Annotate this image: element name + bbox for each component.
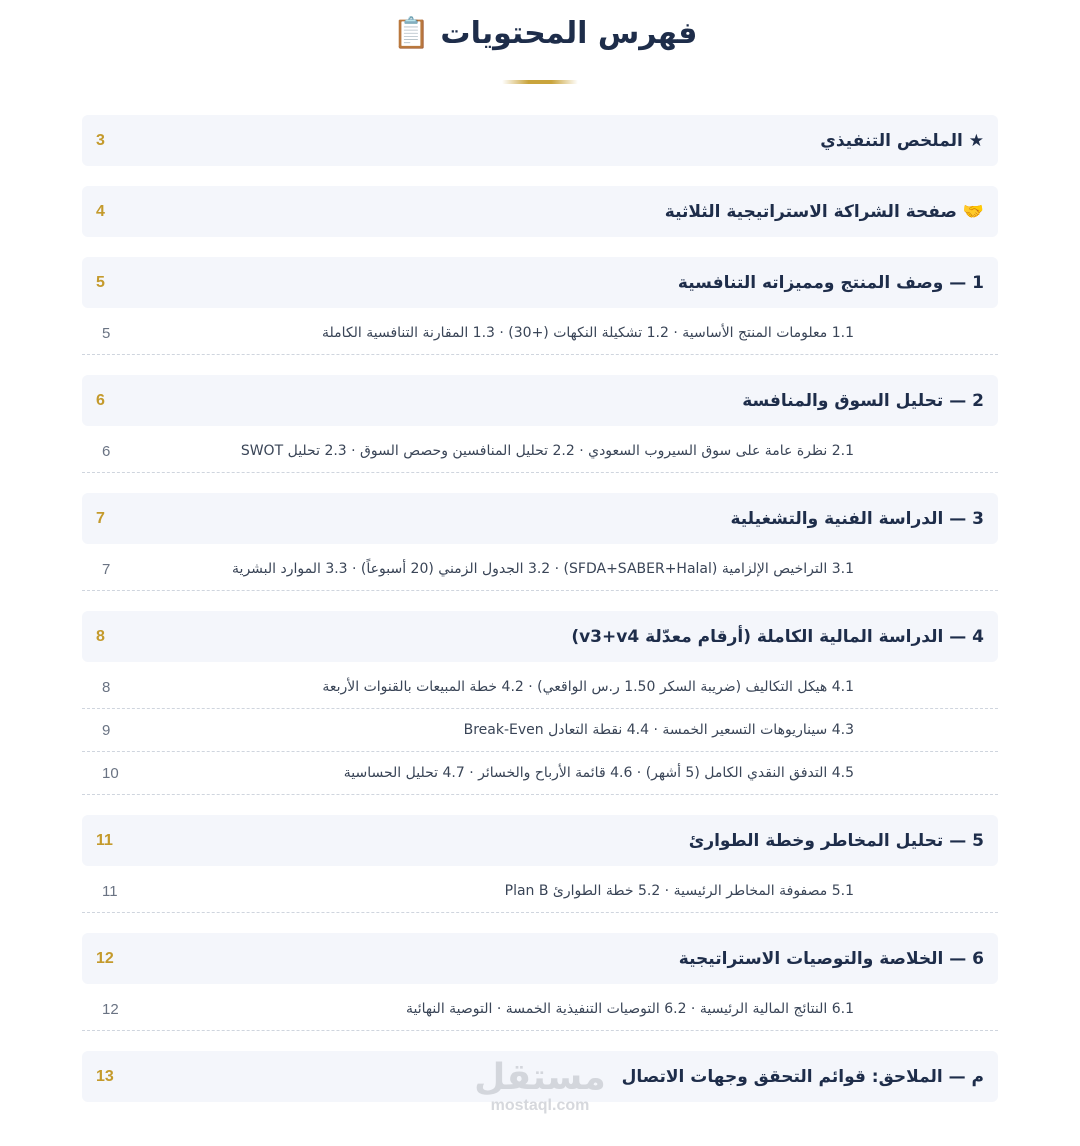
table-of-contents xyxy=(82,115,998,1102)
toc-chapter-title: 2 — تحليل السوق والمنافسة xyxy=(742,390,984,411)
toc-chapter-page-number: 4 xyxy=(96,202,105,220)
toc-chapter-row[interactable] xyxy=(82,493,998,544)
toc-subsection-row[interactable] xyxy=(82,312,998,355)
toc-chapter-row[interactable] xyxy=(82,815,998,866)
toc-subsection-page-number: 12 xyxy=(102,1000,119,1018)
toc-chapter-title: 1 — وصف المنتج ومميزاته التنافسية xyxy=(677,272,984,293)
toc-subsection-page-number: 9 xyxy=(102,721,111,739)
toc-subsection-title: 4.5 التدفق النقدي الكامل (5 أشهر) · 4.6 قائمة الأرباح والخسائر · 4.7 تحليل الحساسية xyxy=(343,765,854,781)
toc-subsection-title: 2.1 نظرة عامة على سوق السيروب السعودي · 2.2 تحليل المنافسين وحصص السوق · 2.3 تحليل SWOT xyxy=(240,443,854,459)
title-underline-divider xyxy=(502,80,578,84)
toc-chapter-title: 4 — الدراسة المالية الكاملة (أرقام معدّلة v3+v4) xyxy=(571,626,984,647)
watermark-arabic: مستقل xyxy=(474,1057,606,1098)
toc-chapter-row[interactable] xyxy=(82,611,998,662)
toc-subsection-page-number: 8 xyxy=(102,678,111,696)
toc-subsection-title: 1.1 معلومات المنتج الأساسية · 1.2 تشكيلة النكهات (+30) · 1.3 المقارنة التنافسية الكاملة xyxy=(321,325,854,341)
toc-subsection-title: 3.1 التراخيص الإلزامية (SFDA+SABER+Halal) · 3.2 الجدول الزمني (20 أسبوعاً) · 3.3 الموارد البشرية xyxy=(232,561,854,577)
toc-subsection-row[interactable] xyxy=(82,548,998,591)
toc-chapter-title: 3 — الدراسة الفنية والتشغيلية xyxy=(730,508,984,529)
toc-subsection-row[interactable] xyxy=(82,870,998,913)
toc-subsection-page-number: 10 xyxy=(102,764,119,782)
toc-chapter-title: م — الملاحق: قوائم التحقق وجهات الاتصال xyxy=(621,1066,984,1087)
toc-chapter-page-number: 5 xyxy=(96,273,105,291)
toc-chapter-row[interactable] xyxy=(82,933,998,984)
toc-subsection-title: 4.1 هيكل التكاليف (ضريبة السكر 1.50 ر.س الواقعي) · 4.2 خطة المبيعات بالقنوات الأربعة xyxy=(322,679,854,695)
toc-chapter-page-number: 11 xyxy=(96,831,113,849)
clipboard-icon: 📋 xyxy=(392,16,430,51)
toc-chapter-title: ★ الملخص التنفيذي xyxy=(820,130,984,151)
toc-subsection-page-number: 11 xyxy=(102,882,118,900)
page-title-text: فهرس المحتويات xyxy=(440,16,698,51)
toc-subsection-page-number: 6 xyxy=(102,442,111,460)
toc-subsection-row[interactable] xyxy=(82,666,998,709)
toc-subsection-title: 5.1 مصفوفة المخاطر الرئيسية · 5.2 خطة الطوارئ Plan B xyxy=(504,883,854,899)
toc-chapter-page-number: 13 xyxy=(96,1067,114,1085)
watermark-latin: mostaql.com xyxy=(490,1097,590,1114)
page-title xyxy=(0,12,1080,56)
toc-chapter-title: 5 — تحليل المخاطر وخطة الطوارئ xyxy=(688,830,984,851)
toc-chapter-page-number: 6 xyxy=(96,391,105,409)
toc-chapter-page-number: 12 xyxy=(96,949,114,967)
toc-chapter-row[interactable] xyxy=(82,115,998,166)
toc-chapter-title: 🤝 صفحة الشراكة الاستراتيجية الثلاثية xyxy=(664,201,984,222)
toc-chapter-row[interactable] xyxy=(82,375,998,426)
toc-subsection-page-number: 7 xyxy=(102,560,111,578)
toc-subsection-row[interactable] xyxy=(82,709,998,752)
toc-subsection-row[interactable] xyxy=(82,752,998,795)
toc-chapter-page-number: 3 xyxy=(96,131,105,149)
toc-chapter-page-number: 8 xyxy=(96,627,105,645)
toc-subsection-row[interactable] xyxy=(82,988,998,1031)
toc-subsection-page-number: 5 xyxy=(102,324,111,342)
toc-subsection-row[interactable] xyxy=(82,430,998,473)
toc-subsection-title: 6.1 النتائج المالية الرئيسية · 6.2 التوصيات التنفيذية الخمسة · التوصية النهائية xyxy=(405,1001,854,1017)
toc-chapter-title: 6 — الخلاصة والتوصيات الاستراتيجية xyxy=(678,948,984,969)
toc-subsection-title: 4.3 سيناريوهات التسعير الخمسة · 4.4 نقطة التعادل Break-Even xyxy=(463,722,854,738)
mostaql-watermark xyxy=(470,1058,610,1114)
toc-chapter-page-number: 7 xyxy=(96,509,105,527)
toc-chapter-row[interactable] xyxy=(82,257,998,308)
toc-chapter-row[interactable] xyxy=(82,186,998,237)
